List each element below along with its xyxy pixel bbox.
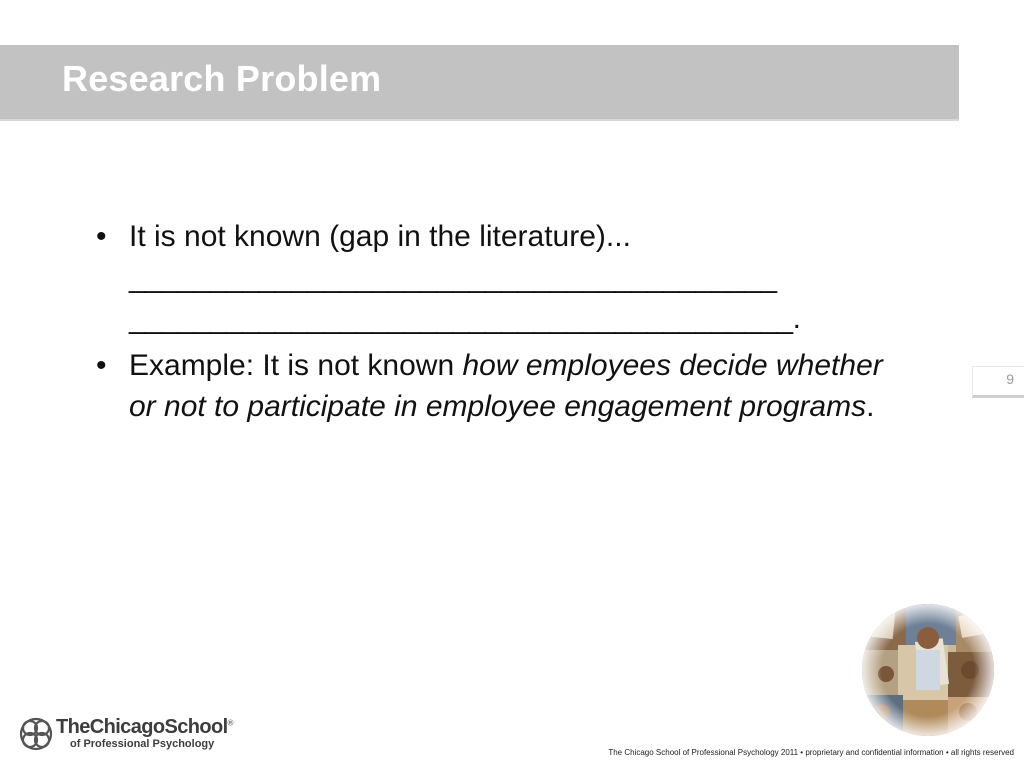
bullet-item [96, 216, 896, 339]
footer-text: The Chicago School of Professional Psychology 2011 • proprietary and confidential information • all rights reserved [608, 748, 1014, 757]
logo-subtitle: of Professional Psychology [70, 738, 215, 750]
bullet-italic-text: how employees decide whether or not to participate in employee engagement programs [129, 349, 883, 423]
page-number-box [972, 366, 1024, 398]
bullet-dot: • [96, 349, 107, 382]
fill-in-blank-line: ________________________________________ [129, 261, 777, 294]
bullet-dot: • [96, 220, 107, 253]
bullet-lead-text: Example: It is not known [129, 349, 463, 382]
bullet-tail-text: . [866, 390, 875, 423]
fill-in-blank-line: _________________________________________. [129, 302, 801, 335]
bullet-item [96, 345, 896, 427]
slide-content [96, 216, 896, 433]
page-number: 9 [1006, 371, 1014, 387]
bullet-text: It is not known (gap in the literature)... [129, 220, 631, 253]
photo-collage-image [858, 600, 998, 740]
slide-title: Research Problem [62, 58, 382, 99]
logo-name: TheChicagoSchool® [56, 716, 233, 738]
celtic-knot-logo-icon [18, 716, 54, 752]
